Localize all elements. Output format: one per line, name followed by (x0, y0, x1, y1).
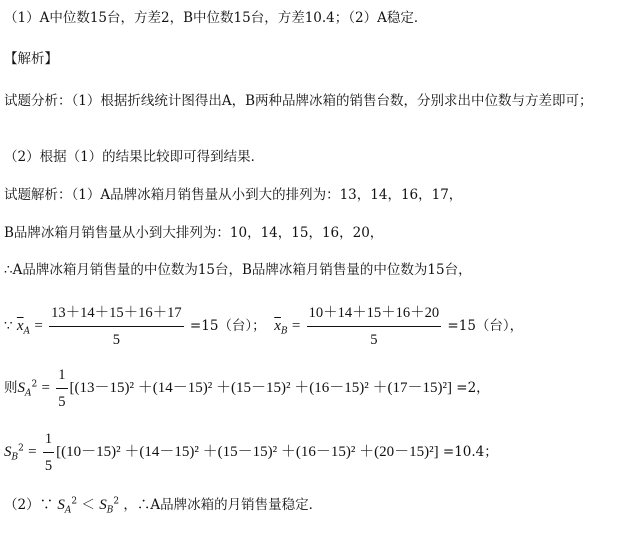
variance-a-frac-denominator: 5 (58, 394, 66, 410)
mean-b-symbol: $\overline{x}$ (274, 318, 281, 334)
variance-b-fraction (43, 428, 54, 477)
mean-a-numerator: 13＋14＋15＋16＋17 (49, 302, 184, 327)
variance-a-equals: = (41, 380, 50, 396)
answer-line: （1）A中位数15台，方差2，B中位数15台，方差10.4；（2）A稳定． (4, 10, 428, 26)
conclusion-suffix: ，∴A品牌冰箱的月销售量稳定． (123, 497, 323, 513)
conclusion-sa-symbol: S (57, 497, 65, 513)
conclusion-less-than: ＜ (81, 497, 95, 513)
conclusion-sb-symbol: S (99, 497, 107, 513)
variance-b-line (4, 428, 498, 477)
variance-b-frac-denominator: 5 (44, 458, 53, 474)
mean-a-fraction (49, 302, 184, 351)
conclusion-sb-superscript: 2 (113, 496, 120, 507)
variance-a-symbol: S (17, 380, 25, 396)
mean-a-subscript: A (23, 326, 31, 337)
mean-a-equals: = (34, 318, 43, 334)
mean-a-symbol: $\overline{x}$ (16, 318, 24, 334)
mean-b-subscript: B (280, 326, 288, 337)
mean-b-equals: = (291, 318, 301, 334)
analysis-heading: 【解析】 (4, 51, 58, 67)
because-symbol: ∵ (4, 318, 13, 334)
variance-a-body: [(13－15)² ＋(14－15)² ＋(15－15)² ＋(16－15)² ＋(17－15)²] (69, 380, 452, 396)
analysis-step-1: 试题分析：（1）根据折线统计图得出A，B两种品牌冰箱的销售台数，分别求出中位数与方差即可； (4, 93, 593, 109)
mean-b-fraction (307, 302, 442, 351)
mean-b-numerator: 10＋14＋15＋16＋20 (307, 302, 442, 327)
variance-a-line (4, 364, 490, 413)
mean-b-denominator: 5 (370, 332, 378, 348)
variance-b-body: [(10－15)² ＋(14－15)² ＋(15－15)² ＋(16－15)² ＋(20－15)²] (56, 444, 439, 460)
variance-b-subscript: B (11, 452, 19, 463)
solution-line-a-sorted: 试题解析：（1）A品牌冰箱月销售量从小到大的排列为：13，14，16，17， (4, 187, 463, 203)
variance-a-subscript: A (25, 388, 32, 399)
mean-formula-line (4, 302, 523, 351)
mean-a-denominator: 5 (112, 332, 120, 348)
conclusion-prefix: （2）∵ (4, 497, 54, 513)
variance-b-symbol: S (4, 444, 12, 460)
variance-b-equals: = (28, 444, 37, 460)
variance-a-superscript: 2 (31, 379, 38, 390)
conclusion-sa-subscript: A (64, 505, 72, 516)
variance-a-frac-numerator: 1 (56, 364, 67, 389)
conclusion-line (4, 495, 322, 515)
conclusion-sb-subscript: B (106, 505, 114, 516)
solution-line-medians: ∴A品牌冰箱月销售量的中位数为15台，B品牌冰箱月销售量的中位数为15台， (4, 262, 472, 278)
variance-b-result: =10.4； (442, 444, 498, 460)
mean-b-result: =15（台）， (447, 318, 524, 334)
variance-b-superscript: 2 (18, 443, 24, 454)
conclusion-sa-superscript: 2 (71, 496, 78, 507)
variance-a-fraction (56, 364, 67, 413)
solution-line-b-sorted: B品牌冰箱月销售量从小到大排列为：10，14，15，16，20， (4, 225, 384, 241)
variance-a-result: =2， (456, 380, 490, 396)
variance-a-prefix: 则 (4, 380, 18, 396)
variance-b-frac-numerator: 1 (43, 428, 54, 453)
mean-a-result: =15（台）； (189, 318, 266, 334)
analysis-step-2: （2）根据（1）的结果比较即可得到结果． (4, 149, 265, 165)
